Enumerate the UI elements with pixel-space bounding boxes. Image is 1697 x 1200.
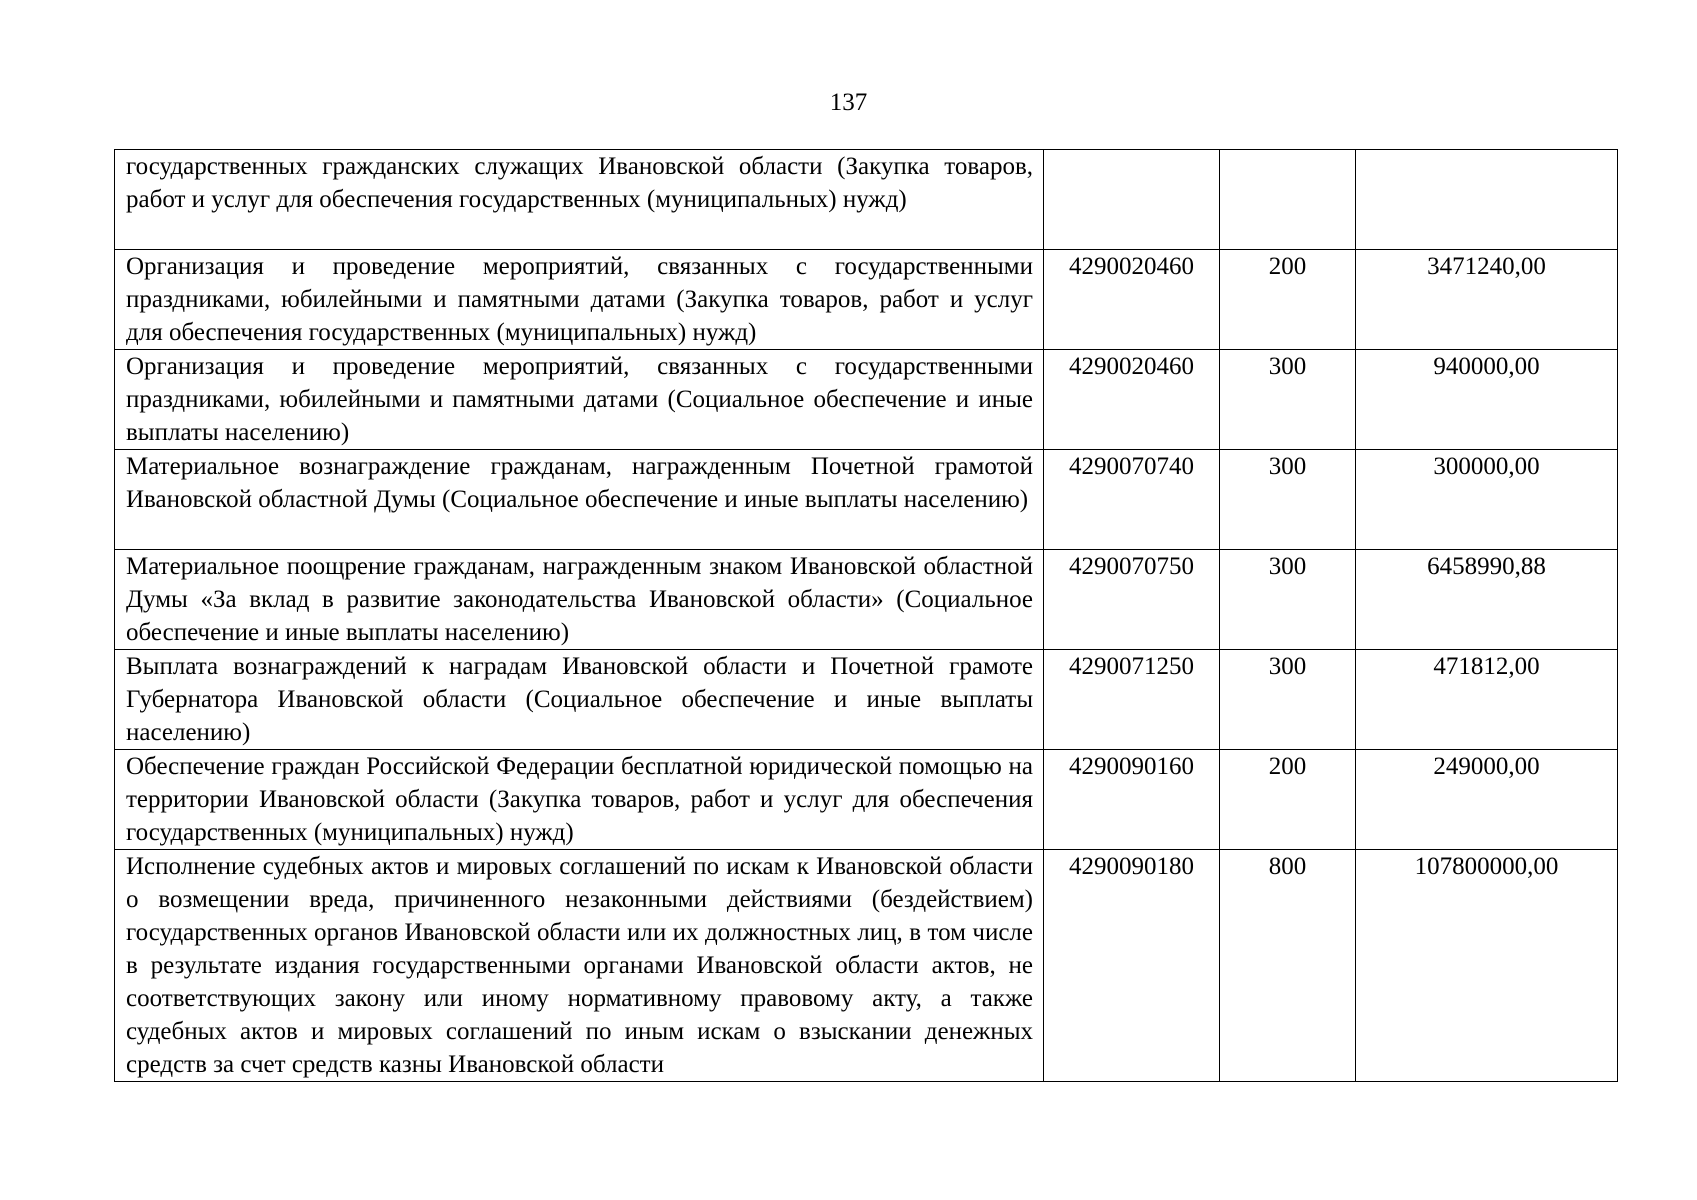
amount <box>1356 150 1618 250</box>
table-row <box>115 550 1618 650</box>
row-description: Обеспечение граждан Российской Федерации бесплатной юридической помощью на территории Ивановской области (Закупка товаров, работ и услуг для обеспечения государственных (муниципальных) нужд) <box>115 750 1044 850</box>
table-row <box>115 150 1618 250</box>
amount: 300000,00 <box>1356 450 1618 550</box>
expense-type-code: 300 <box>1220 450 1356 550</box>
row-description: Материальное поощрение гражданам, награжденным знаком Ивановской областной Думы «За вклад в развитие законодательства Ивановской области» (Социальное обеспечение и иные выплаты населению) <box>115 550 1044 650</box>
table-row <box>115 450 1618 550</box>
row-description: Материальное вознаграждение гражданам, награжденным Почетной грамотой Ивановской областной Думы (Социальное обеспечение и иные выплаты населению) <box>115 450 1044 550</box>
row-description: Организация и проведение мероприятий, связанных с государственными праздниками, юбилейными и памятными датами (Закупка товаров, работ и услуг для обеспечения государственных (муниципальных) нужд) <box>115 250 1044 350</box>
target-article-code: 4290020460 <box>1044 350 1220 450</box>
expense-type-code <box>1220 150 1356 250</box>
target-article-code: 4290070750 <box>1044 550 1220 650</box>
table-row <box>115 850 1618 1082</box>
target-article-code: 4290071250 <box>1044 650 1220 750</box>
row-description: Выплата вознаграждений к наградам Ивановской области и Почетной грамоте Губернатора Ивановской области (Социальное обеспечение и иные выплаты населению) <box>115 650 1044 750</box>
target-article-code: 4290090160 <box>1044 750 1220 850</box>
row-description: Организация и проведение мероприятий, связанных с государственными праздниками, юбилейными и памятными датами (Социальное обеспечение и иные выплаты населению) <box>115 350 1044 450</box>
amount: 6458990,88 <box>1356 550 1618 650</box>
budget-table <box>114 149 1618 1082</box>
amount: 940000,00 <box>1356 350 1618 450</box>
budget-table-body <box>115 150 1618 1082</box>
amount: 471812,00 <box>1356 650 1618 750</box>
amount: 3471240,00 <box>1356 250 1618 350</box>
expense-type-code: 200 <box>1220 250 1356 350</box>
table-row <box>115 250 1618 350</box>
expense-type-code: 300 <box>1220 650 1356 750</box>
row-description: Исполнение судебных актов и мировых соглашений по искам к Ивановской области о возмещении вреда, причиненного незаконными действиями (бездействием) государственных органов Ивановской области или их должностных лиц, в том числе в результате издания государственными органами Ивановской области актов, не соответствующих закону или иному нормативному правовому акту, а также судебных актов и мировых соглашений по иным искам о взыскании денежных средств за счет средств казны Ивановской области <box>115 850 1044 1082</box>
target-article-code: 4290020460 <box>1044 250 1220 350</box>
target-article-code: 4290070740 <box>1044 450 1220 550</box>
expense-type-code: 300 <box>1220 550 1356 650</box>
table-row <box>115 350 1618 450</box>
table-row <box>115 650 1618 750</box>
amount: 107800000,00 <box>1356 850 1618 1082</box>
amount: 249000,00 <box>1356 750 1618 850</box>
page-number: 137 <box>829 89 868 116</box>
row-description: государственных гражданских служащих Ивановской области (Закупка товаров, работ и услуг для обеспечения государственных (муниципальных) нужд) <box>115 150 1044 250</box>
expense-type-code: 800 <box>1220 850 1356 1082</box>
expense-type-code: 300 <box>1220 350 1356 450</box>
target-article-code: 4290090180 <box>1044 850 1220 1082</box>
table-row <box>115 750 1618 850</box>
expense-type-code: 200 <box>1220 750 1356 850</box>
target-article-code <box>1044 150 1220 250</box>
